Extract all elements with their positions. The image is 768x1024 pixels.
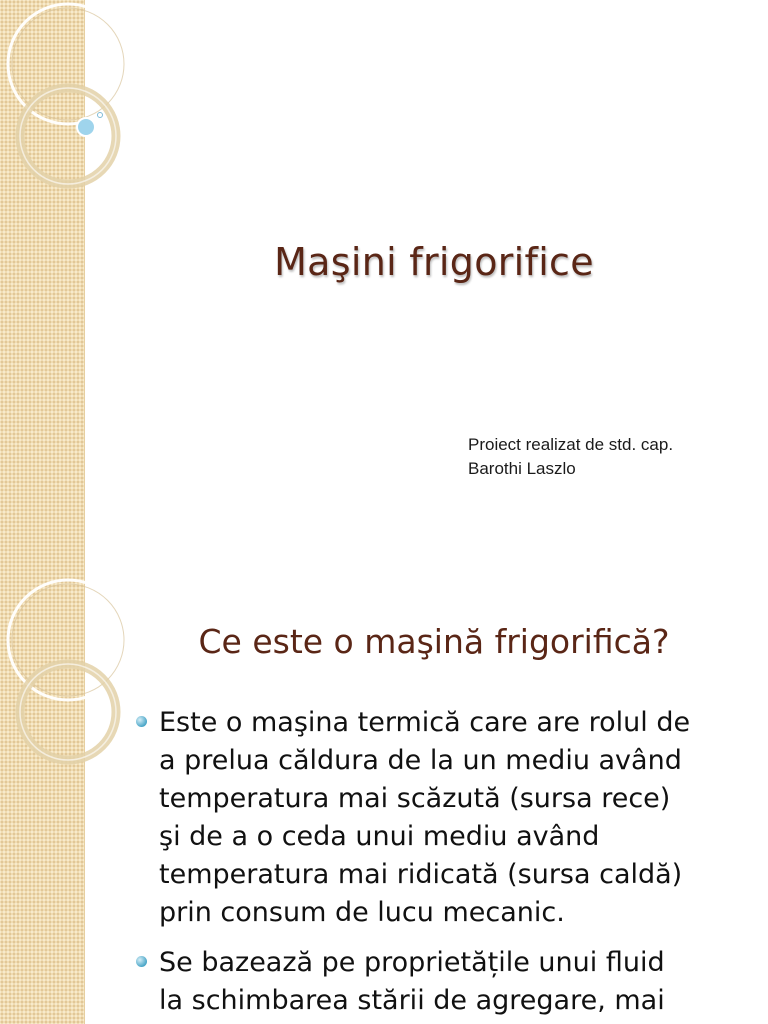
circle-rings-icon bbox=[0, 576, 130, 776]
bullet-line: temperatura mai scăzută (sursa rece) bbox=[159, 783, 671, 814]
bullet-text bbox=[159, 704, 752, 932]
subtitle-line: Proiect realizat de std. cap. bbox=[468, 435, 674, 454]
slide-2 bbox=[0, 576, 768, 1024]
bullet-item bbox=[132, 704, 752, 932]
bullet-line: Se bazează pe proprietățile unui fluid bbox=[159, 947, 665, 978]
bullet-list bbox=[132, 704, 752, 1024]
subtitle-line: Barothi Laszlo bbox=[468, 459, 576, 478]
slide-heading: Ce este o maşină frigorifică? bbox=[198, 622, 670, 661]
bullet-line: temperatura mai ridicată (sursa caldă) bbox=[159, 859, 683, 890]
bullet-line: a prelua căldura de la un mediu având bbox=[159, 745, 682, 776]
bullet-line: Este o maşina termică care are rolul de bbox=[159, 707, 691, 738]
bullet-dot-icon bbox=[136, 956, 147, 967]
circle-rings-icon bbox=[0, 0, 130, 200]
bullet-text bbox=[159, 944, 752, 1020]
bullet-item bbox=[132, 944, 752, 1020]
slide-title: Maşini frigorifice bbox=[274, 240, 594, 284]
bullet-line: la schimbarea stării de agregare, mai bbox=[159, 985, 665, 1016]
bullet-dot-icon bbox=[136, 716, 147, 727]
bullet-line: şi de a o ceda unui mediu având bbox=[159, 821, 600, 852]
bullet-line: prin consum de lucu mecanic. bbox=[159, 897, 565, 928]
slide-subtitle bbox=[468, 433, 758, 481]
